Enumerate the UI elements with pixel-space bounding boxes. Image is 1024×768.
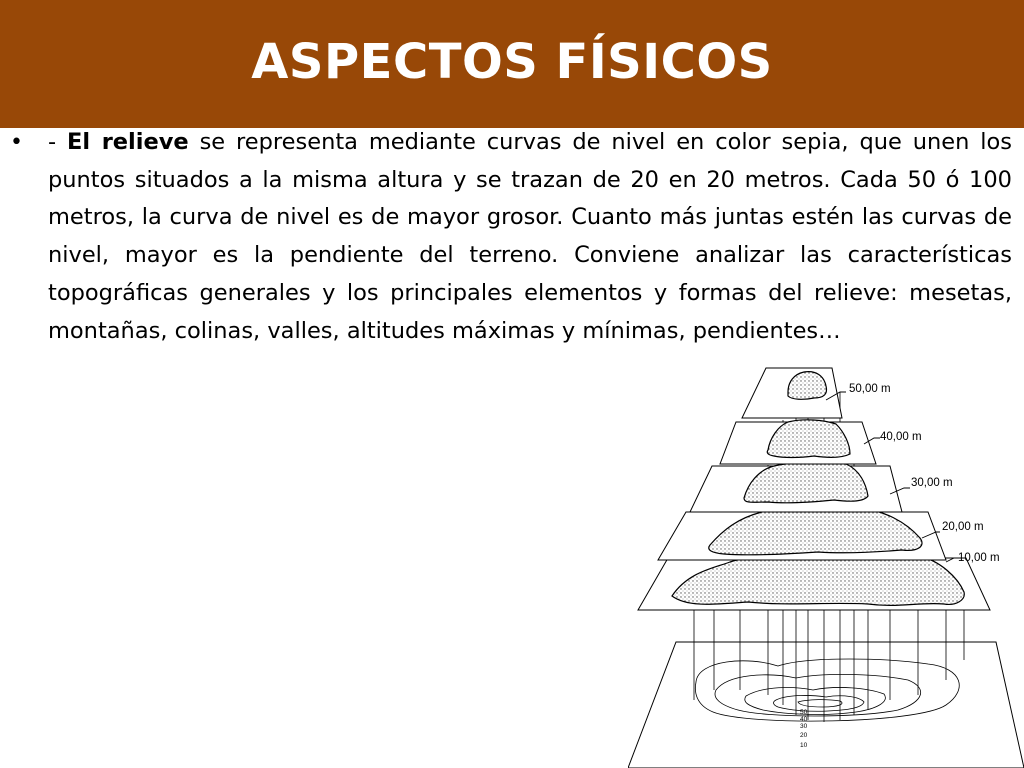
contour-value-10: 10 [800, 742, 808, 749]
base-plane [628, 642, 1024, 768]
contour-value-40: 40 [800, 716, 808, 723]
relief-diagram-svg [628, 360, 1024, 768]
paragraph-text: se representa mediante curvas de nivel en color sepia, que unen los puntos situados a la misma altura y se trazan de 20 en 20 metros. Cada 50 ó 100 metros, la curva de nivel es de mayor grosor. Cuanto más juntas estén las curvas de nivel, mayor es la pendiente del terreno. Conviene analizar las características topográficas generales y los principales elementos y formas del relieve: mesetas, montañas, colinas, valles, altitudes máximas y mínimas, pendientes… [48, 129, 1013, 344]
label-10m: 10,00 m [958, 552, 1000, 564]
paragraph-prefix: - [48, 129, 68, 155]
label-50m: 50,00 m [849, 383, 891, 395]
bullet-marker: • [10, 130, 23, 155]
contour-value-50: 50 [800, 709, 808, 716]
label-20m: 20,00 m [942, 521, 984, 533]
base-contour-values [800, 709, 808, 749]
contour-value-30: 30 [800, 723, 808, 730]
title-bar [0, 0, 1024, 128]
label-30m: 30,00 m [911, 477, 953, 489]
relief-contour-illustration [628, 360, 1024, 768]
body-paragraph [48, 124, 1012, 350]
contour-value-20: 20 [800, 732, 808, 739]
paragraph-bold-term: El relieve [67, 129, 189, 155]
label-40m: 40,00 m [880, 431, 922, 443]
page-title: ASPECTOS FÍSICOS [251, 34, 773, 90]
